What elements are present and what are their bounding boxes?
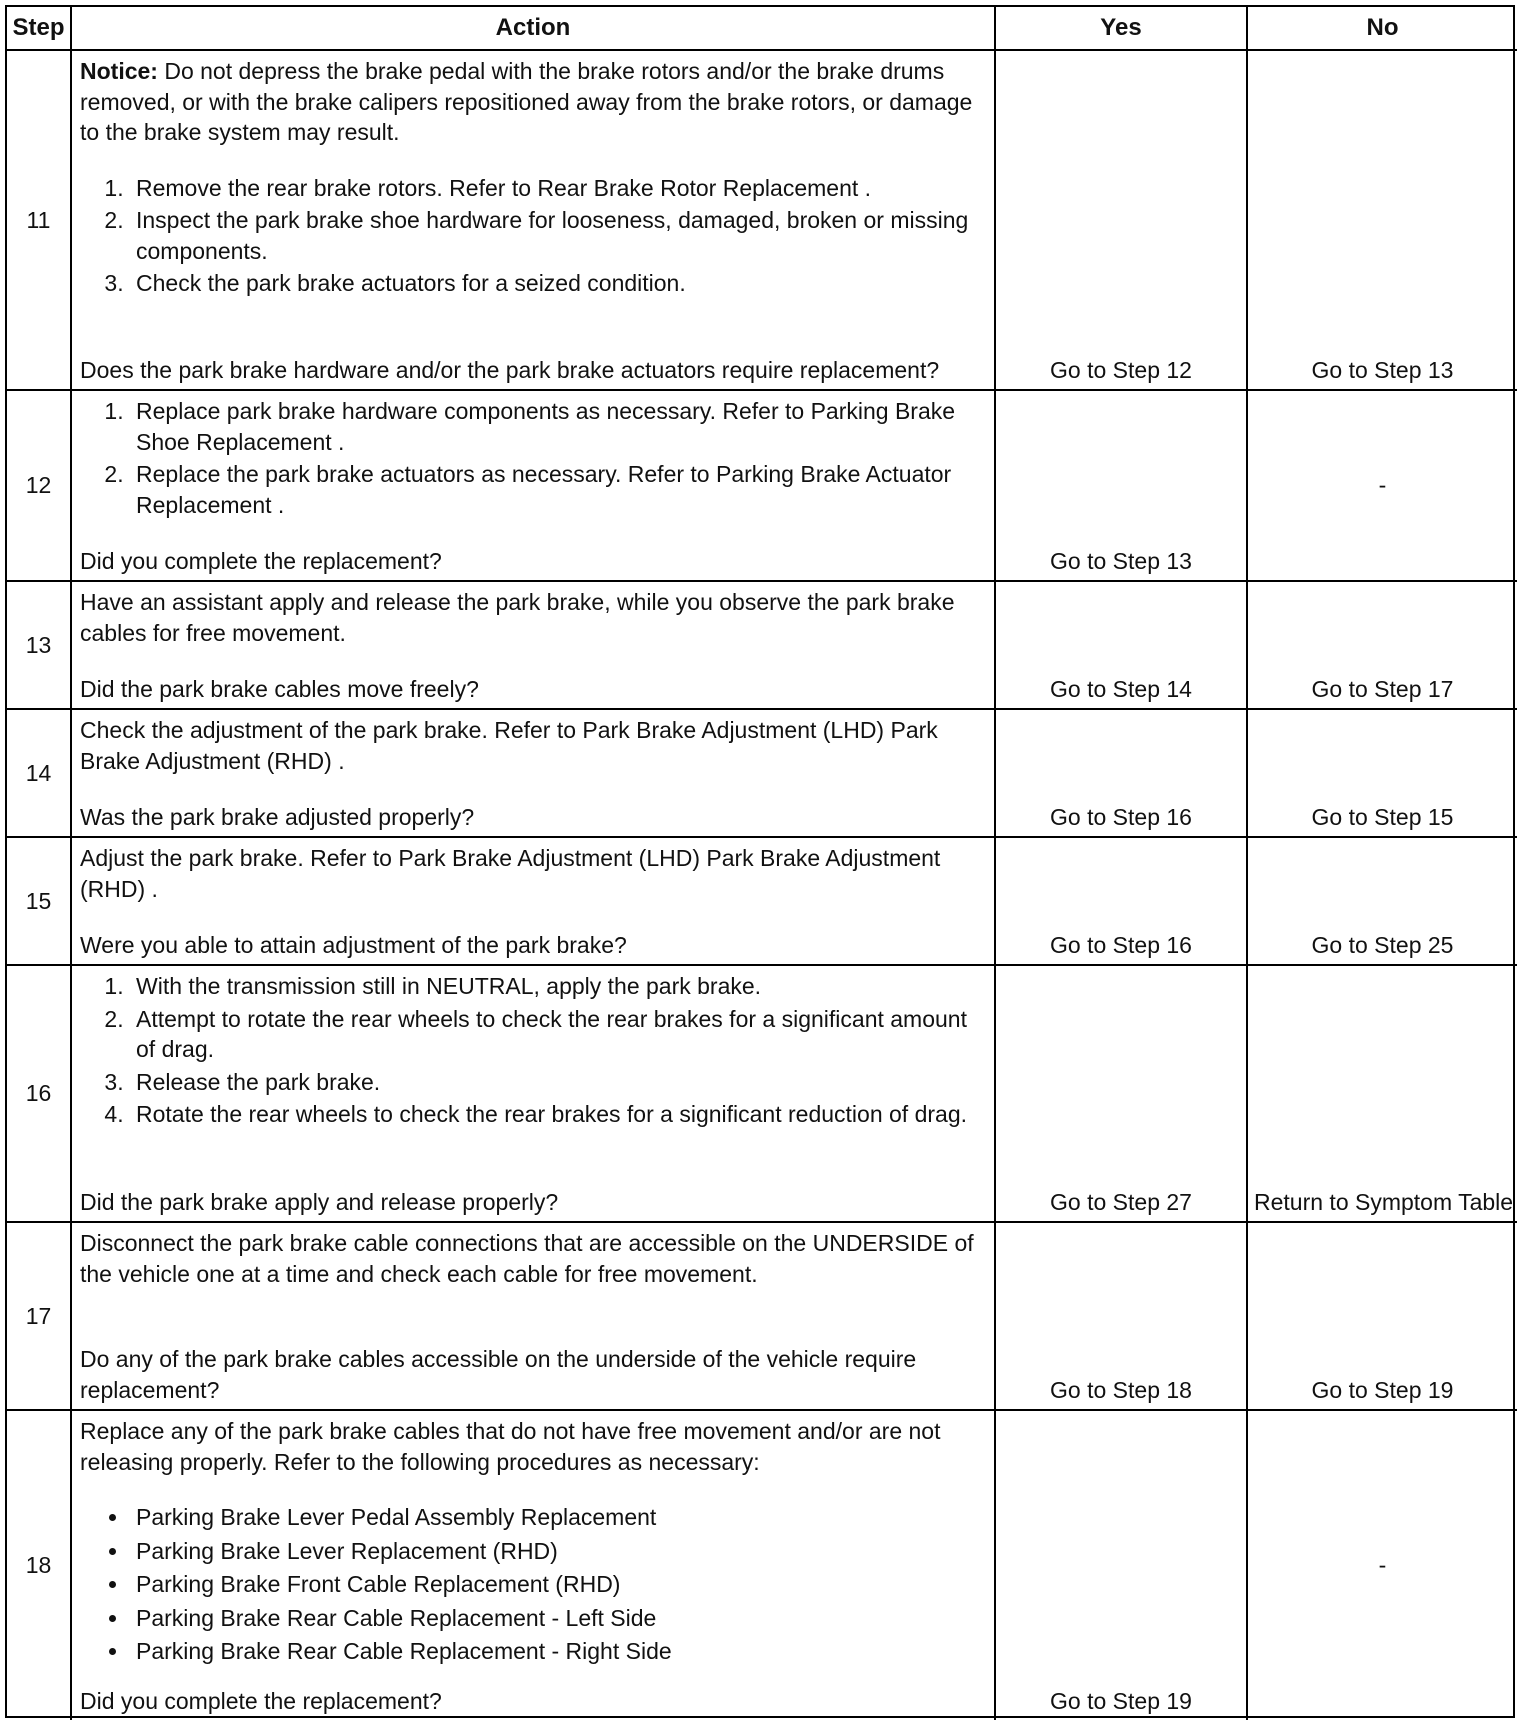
header-action: Action: [72, 7, 996, 51]
step-number: 11: [7, 51, 72, 391]
list-item: • Parking Brake Rear Cable Replacement - Right Side: [130, 1636, 986, 1667]
question-text: Do any of the park brake cables accessible on the underside of the vehicle require replacement?: [80, 1346, 917, 1403]
instruction-text: Disconnect the park brake cable connections that are accessible on the UNDERSIDE of the vehicle one at a time and check each cable for free movement.: [80, 1230, 974, 1287]
no-cell: -: [1248, 391, 1517, 582]
no-cell: Return to Symptom Table: [1248, 966, 1517, 1223]
yes-cell: Go to Step 13: [996, 391, 1248, 582]
list-item: 3. Release the park brake.: [130, 1067, 986, 1098]
numbered-list: [80, 396, 986, 522]
no-cell: Go to Step 19: [1248, 1223, 1517, 1411]
step-number: 12: [7, 391, 72, 582]
action-cell: [72, 51, 996, 391]
yes-cell: Go to Step 18: [996, 1223, 1248, 1411]
list-item: • Parking Brake Front Cable Replacement (RHD): [130, 1569, 986, 1600]
no-cell: Go to Step 13: [1248, 51, 1517, 391]
question-text: Was the park brake adjusted properly?: [80, 803, 475, 830]
list-item: • Parking Brake Lever Pedal Assembly Replacement: [130, 1502, 986, 1533]
no-cell: Go to Step 15: [1248, 710, 1517, 838]
notice-text: Do not depress the brake pedal with the brake rotors and/or the brake drums removed, or with the brake calipers repositioned away from the brake rotors, or damage to the brake system may result.: [80, 58, 973, 145]
question-text: Did you complete the replacement?: [80, 547, 442, 574]
no-cell: -: [1378, 1552, 1387, 1579]
instruction-text: Have an assistant apply and release the park brake, while you observe the park brake cables for free movement.: [80, 589, 955, 646]
diagnostic-table: [5, 5, 1515, 1718]
yes-cell: Go to Step 19: [996, 1411, 1248, 1720]
list-item: 2. Inspect the park brake shoe hardware for looseness, damaged, broken or missing components.: [130, 205, 986, 266]
list-item: 2. Attempt to rotate the rear wheels to check the rear brakes for a significant amount of drag.: [130, 1004, 986, 1065]
list-item: 2. Replace the park brake actuators as necessary. Refer to Parking Brake Actuator Replacement .: [130, 459, 986, 520]
yes-cell: Go to Step 12: [996, 51, 1248, 391]
question-text: Does the park brake hardware and/or the park brake actuators require replacement?: [80, 356, 940, 383]
action-cell: [72, 1223, 996, 1411]
numbered-list: [80, 971, 986, 1132]
yes-cell: Go to Step 16: [996, 710, 1248, 838]
list-item: 4. Rotate the rear wheels to check the rear brakes for a significant reduction of drag.: [130, 1099, 986, 1130]
header-yes: Yes: [996, 7, 1248, 51]
step-number: 16: [7, 966, 72, 1223]
action-cell: [72, 710, 996, 838]
action-cell: [72, 1411, 996, 1720]
step-number: 15: [7, 838, 72, 966]
step-number: 18: [7, 1411, 72, 1720]
list-item: 3. Check the park brake actuators for a seized condition.: [130, 268, 986, 299]
yes-cell: Go to Step 16: [996, 838, 1248, 966]
step-number: 14: [7, 710, 72, 838]
header-no: No: [1248, 7, 1517, 51]
instruction-text: Replace any of the park brake cables that do not have free movement and/or are not releasing properly. Refer to the following procedures as necessary:: [80, 1418, 941, 1475]
instruction-text: Check the adjustment of the park brake. Refer to Park Brake Adjustment (LHD) Park Brake Adjustment (RHD) .: [80, 717, 938, 774]
no-cell: Go to Step 17: [1248, 582, 1517, 710]
question-text: Did the park brake apply and release properly?: [80, 1188, 559, 1215]
list-item: • Parking Brake Rear Cable Replacement - Left Side: [130, 1603, 986, 1634]
yes-cell: Go to Step 14: [996, 582, 1248, 710]
step-number: 17: [7, 1223, 72, 1411]
list-item: • Parking Brake Lever Replacement (RHD): [130, 1536, 986, 1567]
question-text: Did the park brake cables move freely?: [80, 675, 479, 702]
action-cell: [72, 966, 996, 1223]
question-text: Did you complete the replacement?: [80, 1687, 442, 1714]
instruction-text: Adjust the park brake. Refer to Park Brake Adjustment (LHD) Park Brake Adjustment (RHD) .: [80, 845, 941, 902]
step-number: 13: [7, 582, 72, 710]
yes-cell: Go to Step 27: [996, 966, 1248, 1223]
action-cell: [72, 838, 996, 966]
notice-paragraph: [80, 56, 986, 148]
action-cell: [72, 582, 996, 710]
no-cell: Go to Step 25: [1248, 838, 1517, 966]
notice-label: Notice:: [80, 58, 158, 84]
list-item: 1. Remove the rear brake rotors. Refer to Rear Brake Rotor Replacement .: [130, 173, 986, 204]
bullet-list: [80, 1502, 986, 1667]
header-step: Step: [7, 7, 72, 51]
list-item: 1. Replace park brake hardware components as necessary. Refer to Parking Brake Shoe Replacement .: [130, 396, 986, 457]
question-text: Were you able to attain adjustment of the park brake?: [80, 931, 627, 958]
action-cell: [72, 391, 996, 582]
numbered-list: [80, 173, 986, 299]
list-item: 1. With the transmission still in NEUTRAL, apply the park brake.: [130, 971, 986, 1002]
